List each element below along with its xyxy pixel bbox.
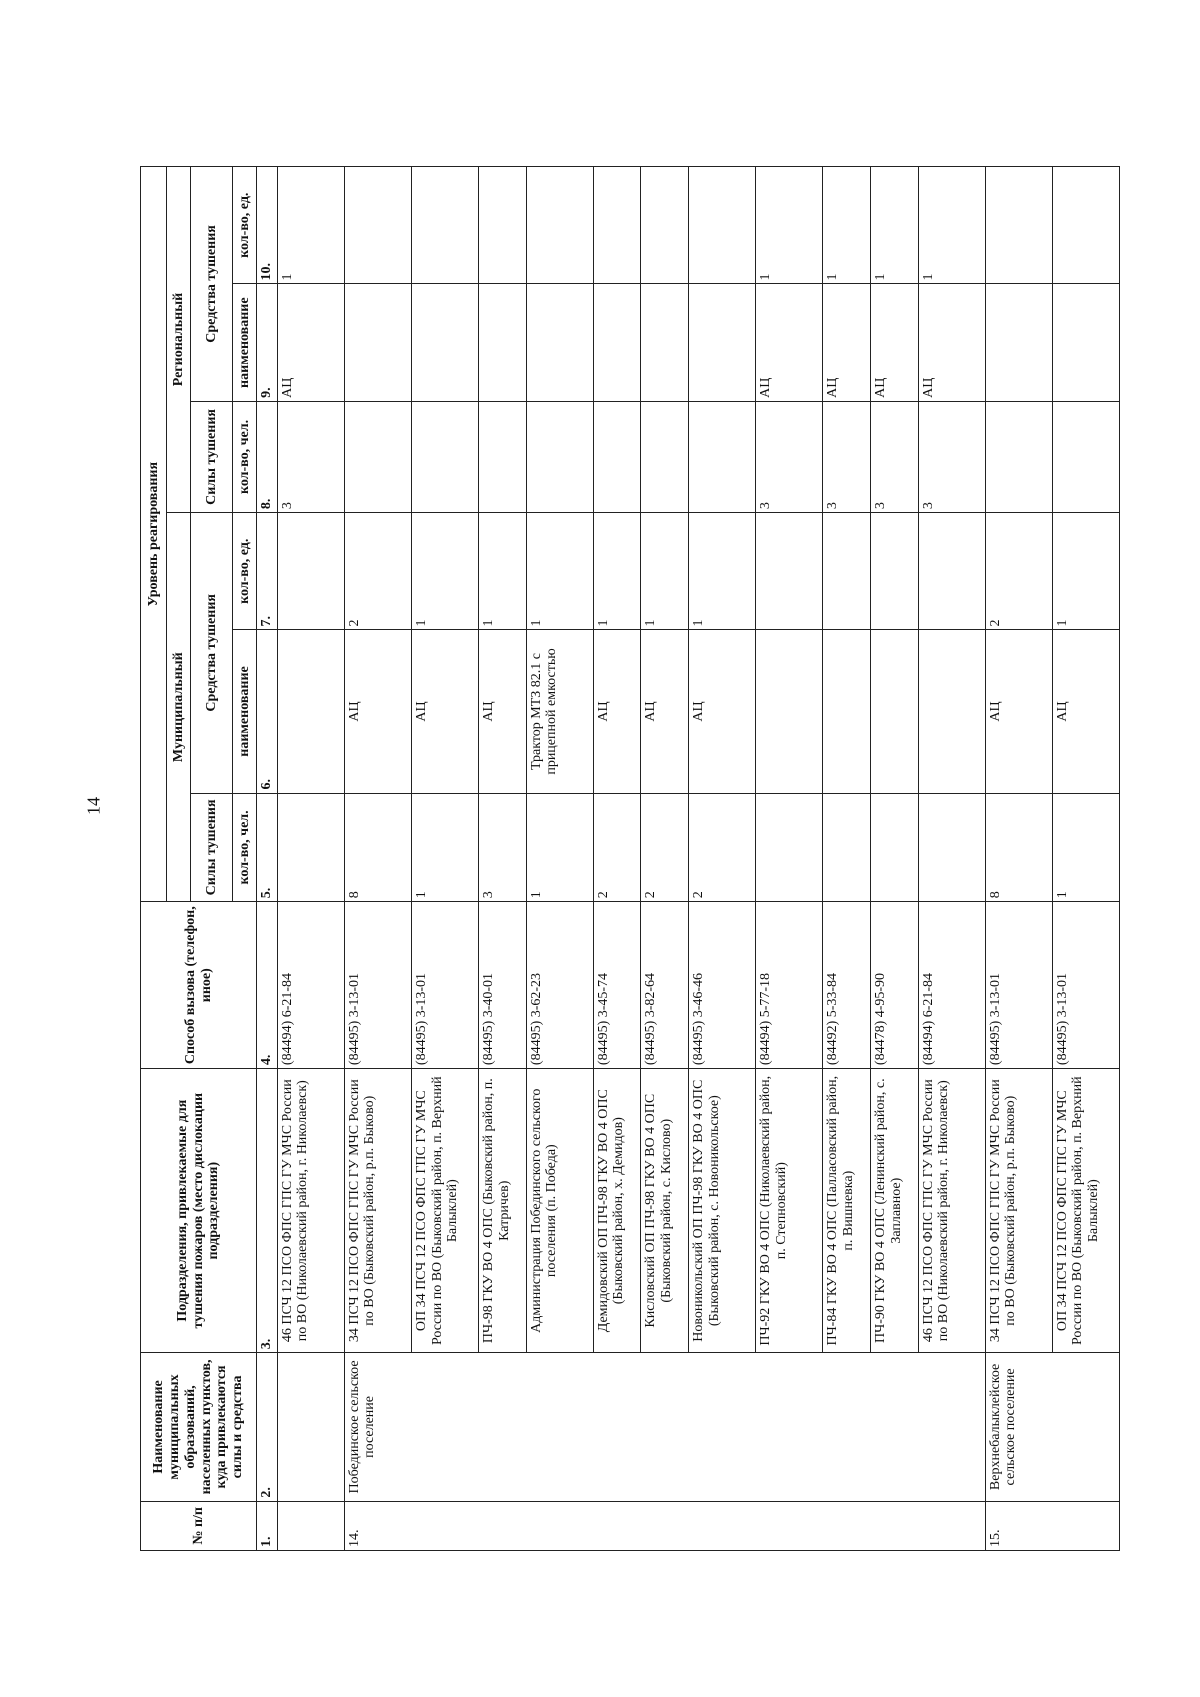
municipal-means-name-cell: Трактор МТЗ 82.1 с прицепной емкостью — [526, 630, 593, 793]
header-regional: Региональный — [167, 167, 191, 513]
table-row — [344, 167, 411, 1551]
municipal-means-name-cell: АЦ — [985, 630, 1052, 793]
unit-cell: ПЧ-98 ГКУ ВО 4 ОПС (Быковский район, п. Катричев) — [479, 1069, 527, 1353]
regional-means-name-cell — [479, 284, 527, 401]
municipal-means-qty-cell: 1 — [1052, 513, 1119, 630]
table-row — [593, 167, 641, 1551]
regional-means-name-cell: АЦ — [870, 284, 918, 401]
regional-means-qty-cell: 1 — [277, 167, 344, 284]
row-number: 14. — [344, 1501, 985, 1550]
regional-means-qty-cell — [593, 167, 641, 284]
municipal-people-cell — [277, 793, 344, 902]
regional-means-name-cell — [593, 284, 641, 401]
regional-means-name-cell — [1052, 284, 1119, 401]
regional-people-cell — [479, 401, 527, 512]
header-call-method: Способ вызова (телефон, иное) — [141, 902, 257, 1069]
municipal-means-name-cell — [918, 630, 985, 793]
page-number: 14 — [83, 797, 104, 815]
municipal-means-qty-cell — [823, 513, 871, 630]
column-number: 3. — [257, 1069, 278, 1353]
unit-cell: 46 ПСЧ 12 ПСО ФПС ГПС ГУ МЧС России по ВО (Николаевский район, г. Николаевск) — [277, 1069, 344, 1353]
municipal-means-name-cell — [823, 630, 871, 793]
regional-people-cell: 3 — [870, 401, 918, 512]
unit-cell: 34 ПСЧ 12 ПСО ФПС ГПС ГУ МЧС России по ВО (Быковский район, р.п. Быково) — [985, 1069, 1052, 1353]
regional-means-qty-cell — [526, 167, 593, 284]
row-number: 15. — [985, 1501, 1119, 1550]
column-number: 4. — [257, 902, 278, 1069]
municipal-means-name-cell — [277, 630, 344, 793]
unit-cell: 34 ПСЧ 12 ПСО ФПС ГПС ГУ МЧС России по ВО (Быковский район, р.п. Быково) — [344, 1069, 411, 1353]
municipal-people-cell: 2 — [641, 793, 689, 902]
municipal-people-cell: 8 — [985, 793, 1052, 902]
header-num: № п/п — [141, 1501, 257, 1550]
municipal-means-qty-cell: 1 — [526, 513, 593, 630]
table-row — [1052, 167, 1119, 1551]
municipal-people-cell — [870, 793, 918, 902]
municipal-means-qty-cell: 1 — [641, 513, 689, 630]
table-row — [870, 167, 918, 1551]
municipal-means-name-cell: АЦ — [411, 630, 478, 793]
municipal-means-qty-cell: 2 — [344, 513, 411, 630]
municipal-means-name-cell — [870, 630, 918, 793]
phone-cell: (84495) 3-13-01 — [985, 902, 1052, 1069]
regional-means-qty-cell — [1052, 167, 1119, 284]
regional-means-name-cell — [689, 284, 756, 401]
municipal-people-cell: 1 — [411, 793, 478, 902]
municipal-means-qty-cell — [918, 513, 985, 630]
unit-cell: ОП 34 ПСЧ 12 ПСО ФПС ГПС ГУ МЧС России по ВО (Быковский район, п. Верхний Балыклей) — [411, 1069, 478, 1353]
regional-means-qty-cell: 1 — [918, 167, 985, 284]
unit-cell: 46 ПСЧ 12 ПСО ФПС ГПС ГУ МЧС России по ВО (Николаевский район, г. Николаевск) — [918, 1069, 985, 1353]
header-name: наименование — [233, 284, 257, 401]
municipal-people-cell: 1 — [526, 793, 593, 902]
municipal-means-name-cell: АЦ — [593, 630, 641, 793]
regional-people-cell: 3 — [277, 401, 344, 512]
municipal-people-cell: 2 — [689, 793, 756, 902]
regional-people-cell — [411, 401, 478, 512]
municipal-means-qty-cell: 1 — [479, 513, 527, 630]
unit-cell: ПЧ-84 ГКУ ВО 4 ОПС (Палласовский район, п. Вишневка) — [823, 1069, 871, 1353]
municipal-means-name-cell: АЦ — [344, 630, 411, 793]
column-number: 10. — [257, 167, 278, 284]
regional-means-qty-cell: 1 — [756, 167, 823, 284]
regional-means-name-cell — [985, 284, 1052, 401]
regional-means-name-cell: АЦ — [918, 284, 985, 401]
header-response-level: Уровень реагирования — [141, 167, 167, 902]
row-number — [277, 1501, 344, 1550]
unit-cell: ПЧ-92 ГКУ ВО 4 ОПС (Николаевский район, п. Степновский) — [756, 1069, 823, 1353]
regional-means-name-cell — [526, 284, 593, 401]
header-units: Подразделения, привлекаемые для тушения пожаров (место дислокации подразделения) — [141, 1069, 257, 1353]
rotated-table-container — [140, 166, 1120, 1551]
table-row — [641, 167, 689, 1551]
header-qty-people: кол-во, чел. — [233, 401, 257, 512]
municipal-means-qty-cell — [870, 513, 918, 630]
regional-people-cell — [1052, 401, 1119, 512]
table-row — [918, 167, 985, 1551]
phone-cell: (84494) 6-21-84 — [277, 902, 344, 1069]
phone-cell: (84495) 3-82-64 — [641, 902, 689, 1069]
municipal-people-cell — [918, 793, 985, 902]
unit-cell: Демидовский ОП ПЧ-98 ГКУ ВО 4 ОПС (Быковский район, х. Демидов) — [593, 1069, 641, 1353]
header-means-municipal: Средства тушения — [191, 513, 233, 793]
regional-people-cell — [689, 401, 756, 512]
municipal-means-name-cell — [756, 630, 823, 793]
phone-cell: (84494) 6-21-84 — [918, 902, 985, 1069]
regional-people-cell — [985, 401, 1052, 512]
phone-cell: (84495) 3-46-46 — [689, 902, 756, 1069]
phone-cell: (84495) 3-45-74 — [593, 902, 641, 1069]
municipal-means-name-cell: АЦ — [479, 630, 527, 793]
regional-means-qty-cell — [985, 167, 1052, 284]
regional-people-cell — [593, 401, 641, 512]
municipal-people-cell: 1 — [1052, 793, 1119, 902]
phone-cell: (84494) 5-77-18 — [756, 902, 823, 1069]
header-qty-units: кол-во, ед. — [233, 167, 257, 284]
municipal-means-qty-cell — [277, 513, 344, 630]
phone-cell: (84478) 4-95-90 — [870, 902, 918, 1069]
regional-people-cell: 3 — [918, 401, 985, 512]
table-row — [526, 167, 593, 1551]
column-number: 7. — [257, 513, 278, 630]
regional-means-name-cell — [344, 284, 411, 401]
phone-cell: (84492) 5-33-84 — [823, 902, 871, 1069]
header-name: наименование — [233, 630, 257, 793]
municipal-means-qty-cell: 1 — [593, 513, 641, 630]
municipal-people-cell: 8 — [344, 793, 411, 902]
municipal-means-qty-cell: 1 — [411, 513, 478, 630]
table-row — [411, 167, 478, 1551]
column-number: 2. — [257, 1353, 278, 1501]
header-municipal: Муниципальный — [167, 513, 191, 902]
phone-cell: (84495) 3-13-01 — [344, 902, 411, 1069]
municipality-cell — [277, 1353, 344, 1501]
regional-means-qty-cell — [479, 167, 527, 284]
regional-people-cell: 3 — [823, 401, 871, 512]
regional-means-name-cell: АЦ — [277, 284, 344, 401]
phone-cell: (84495) 3-13-01 — [1052, 902, 1119, 1069]
regional-means-name-cell — [641, 284, 689, 401]
regional-means-qty-cell — [411, 167, 478, 284]
municipal-people-cell — [823, 793, 871, 902]
column-number: 9. — [257, 284, 278, 401]
regional-people-cell: 3 — [756, 401, 823, 512]
regional-people-cell — [641, 401, 689, 512]
header-municipality: Наименование муниципальных образований, населенных пунктов, куда привлекаются силы и средства — [141, 1353, 257, 1501]
header-forces-regional: Силы тушения — [191, 401, 233, 512]
header-means-regional: Средства тушения — [191, 167, 233, 402]
regional-means-name-cell: АЦ — [823, 284, 871, 401]
fire-response-table — [140, 166, 1120, 1551]
municipal-means-qty-cell — [756, 513, 823, 630]
municipal-people-cell: 2 — [593, 793, 641, 902]
regional-people-cell — [344, 401, 411, 512]
phone-cell: (84495) 3-13-01 — [411, 902, 478, 1069]
regional-means-qty-cell — [344, 167, 411, 284]
phone-cell: (84495) 3-40-01 — [479, 902, 527, 1069]
municipal-means-qty-cell: 2 — [985, 513, 1052, 630]
header-qty-units: кол-во, ед. — [233, 513, 257, 630]
municipal-means-qty-cell: 1 — [689, 513, 756, 630]
regional-people-cell — [526, 401, 593, 512]
column-number: 1. — [257, 1501, 278, 1550]
municipality-cell: Верхнебалыклейское сельское поселение — [985, 1353, 1119, 1501]
municipal-means-name-cell: АЦ — [641, 630, 689, 793]
regional-means-qty-cell: 1 — [823, 167, 871, 284]
unit-cell: Новоникольский ОП ПЧ-98 ГКУ ВО 4 ОПС (Быковский район, с. Новоникольское) — [689, 1069, 756, 1353]
municipality-cell: Побединское сельское поселение — [344, 1353, 985, 1501]
unit-cell: Кисловский ОП ПЧ-98 ГКУ ВО 4 ОПС (Быковский район, с. Кислово) — [641, 1069, 689, 1353]
regional-means-name-cell — [411, 284, 478, 401]
table-row — [823, 167, 871, 1551]
phone-cell: (84495) 3-62-23 — [526, 902, 593, 1069]
table-row — [277, 167, 344, 1551]
municipal-means-name-cell: АЦ — [1052, 630, 1119, 793]
header-qty-people: кол-во, чел. — [233, 793, 257, 902]
unit-cell: ОП 34 ПСЧ 12 ПСО ФПС ГПС ГУ МЧС России по ВО (Быковский район, п. Верхний Балыклей) — [1052, 1069, 1119, 1353]
unit-cell: ПЧ-90 ГКУ ВО 4 ОПС (Ленинский район, с. Заплавное) — [870, 1069, 918, 1353]
table-row — [985, 167, 1052, 1551]
column-number: 5. — [257, 793, 278, 902]
regional-means-qty-cell — [689, 167, 756, 284]
regional-means-qty-cell: 1 — [870, 167, 918, 284]
municipal-people-cell — [756, 793, 823, 902]
municipal-means-name-cell: АЦ — [689, 630, 756, 793]
regional-means-qty-cell — [641, 167, 689, 284]
table-row — [479, 167, 527, 1551]
regional-means-name-cell: АЦ — [756, 284, 823, 401]
table-row — [689, 167, 756, 1551]
unit-cell: Администрация Побединского сельского поселения (п. Победа) — [526, 1069, 593, 1353]
municipal-people-cell: 3 — [479, 793, 527, 902]
column-number: 6. — [257, 630, 278, 793]
header-forces-municipal: Силы тушения — [191, 793, 233, 902]
column-number: 8. — [257, 401, 278, 512]
table-row — [756, 167, 823, 1551]
